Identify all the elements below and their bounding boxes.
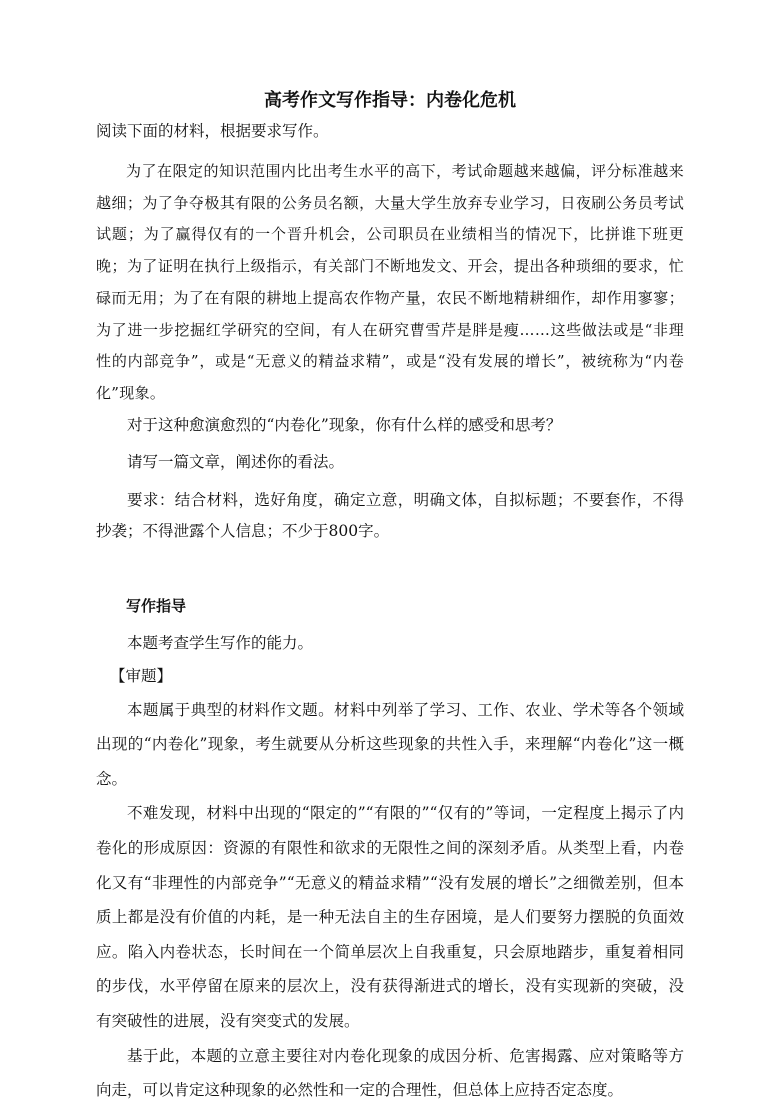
analysis-paragraph-1: 本题属于典型的材料作文题。材料中列举了学习、工作、农业、学术等各个领域出现的“内卷化”现象，考生就要从分析这些现象的共性入手，来理解“内卷化”这一概念。: [96, 700, 684, 788]
question-paragraph: 对于这种愈演愈烈的“内卷化”现象，你有什么样的感受和思考？: [127, 415, 562, 434]
analysis-paragraph-2: 不难发现，材料中出现的“限定的”“有限的”“仅有的”等词，一定程度上揭示了内卷化的形成原因：资源的有限性和欲求的无限性之间的深刻矛盾。从类型上看，内卷化又有“非理性的内部竞争”“无意义的精益求精”“没有发展的增长”之细微差别，但本质上都是没有价值的内耗，是一种无法自主的生存困境，是人们要努力摆脱的负面效应。陷入内卷状态，长时间在一个简单层次上自我重复，只会原地踏步，重复着相同的步伐，水平停留在原来的层次上，没有获得渐进式的增长，没有实现新的突破，没有突破性的进展，没有突变式的发展。: [96, 804, 684, 1030]
analysis-paragraph-3: 基于此，本题的立意主要往对内卷化现象的成因分析、危害揭露、应对策略等方向走，可以肯定这种现象的必然性和一定的合理性，但总体上应持否定态度。: [96, 1046, 684, 1100]
intro-line: 阅读下面的材料，根据要求写作。: [96, 122, 329, 140]
guidance-overview: 本题考查学生写作的能力。: [127, 634, 314, 653]
page-title: 高考作文写作指导：内卷化危机: [264, 90, 516, 111]
task-paragraph: 请写一篇文章，阐述你的看法。: [127, 453, 345, 472]
material-paragraph: 为了在限定的知识范围内比出考生水平的高下，考试命题越来越偏，评分标准越来越细；为了争夺极其有限的公务员名额，大量大学生放弃专业学习，日夜刷公务员考试试题；为了赢得仅有的一个晋升机会，公司职员在业绩相当的情况下，比拼谁下班更晚；为了证明在执行上级指示，有关部门不断地发文、开会，提出各种琐细的要求，忙碌而无用；为了在有限的耕地上提高农作物产量，农民不断地精耕细作，却作用寥寥；为了进一步挖掘红学研究的空间，有人在研究曹雪芹是胖是瘦……这些做法或是“非理性的内部竞争”，或是“无意义的精益求精”，或是“没有发展的增长”，被统称为“内卷化”现象。: [96, 162, 684, 402]
guidance-heading: 写作指导: [126, 596, 187, 615]
section-label: 【审题】: [110, 666, 173, 685]
requirements-paragraph: 要求：结合材料，选好角度，确定立意，明确文体，自拟标题；不要套作，不得抄袭；不得泄露个人信息；不少于800字。: [96, 490, 684, 541]
guidance-section: [96, 591, 684, 1108]
